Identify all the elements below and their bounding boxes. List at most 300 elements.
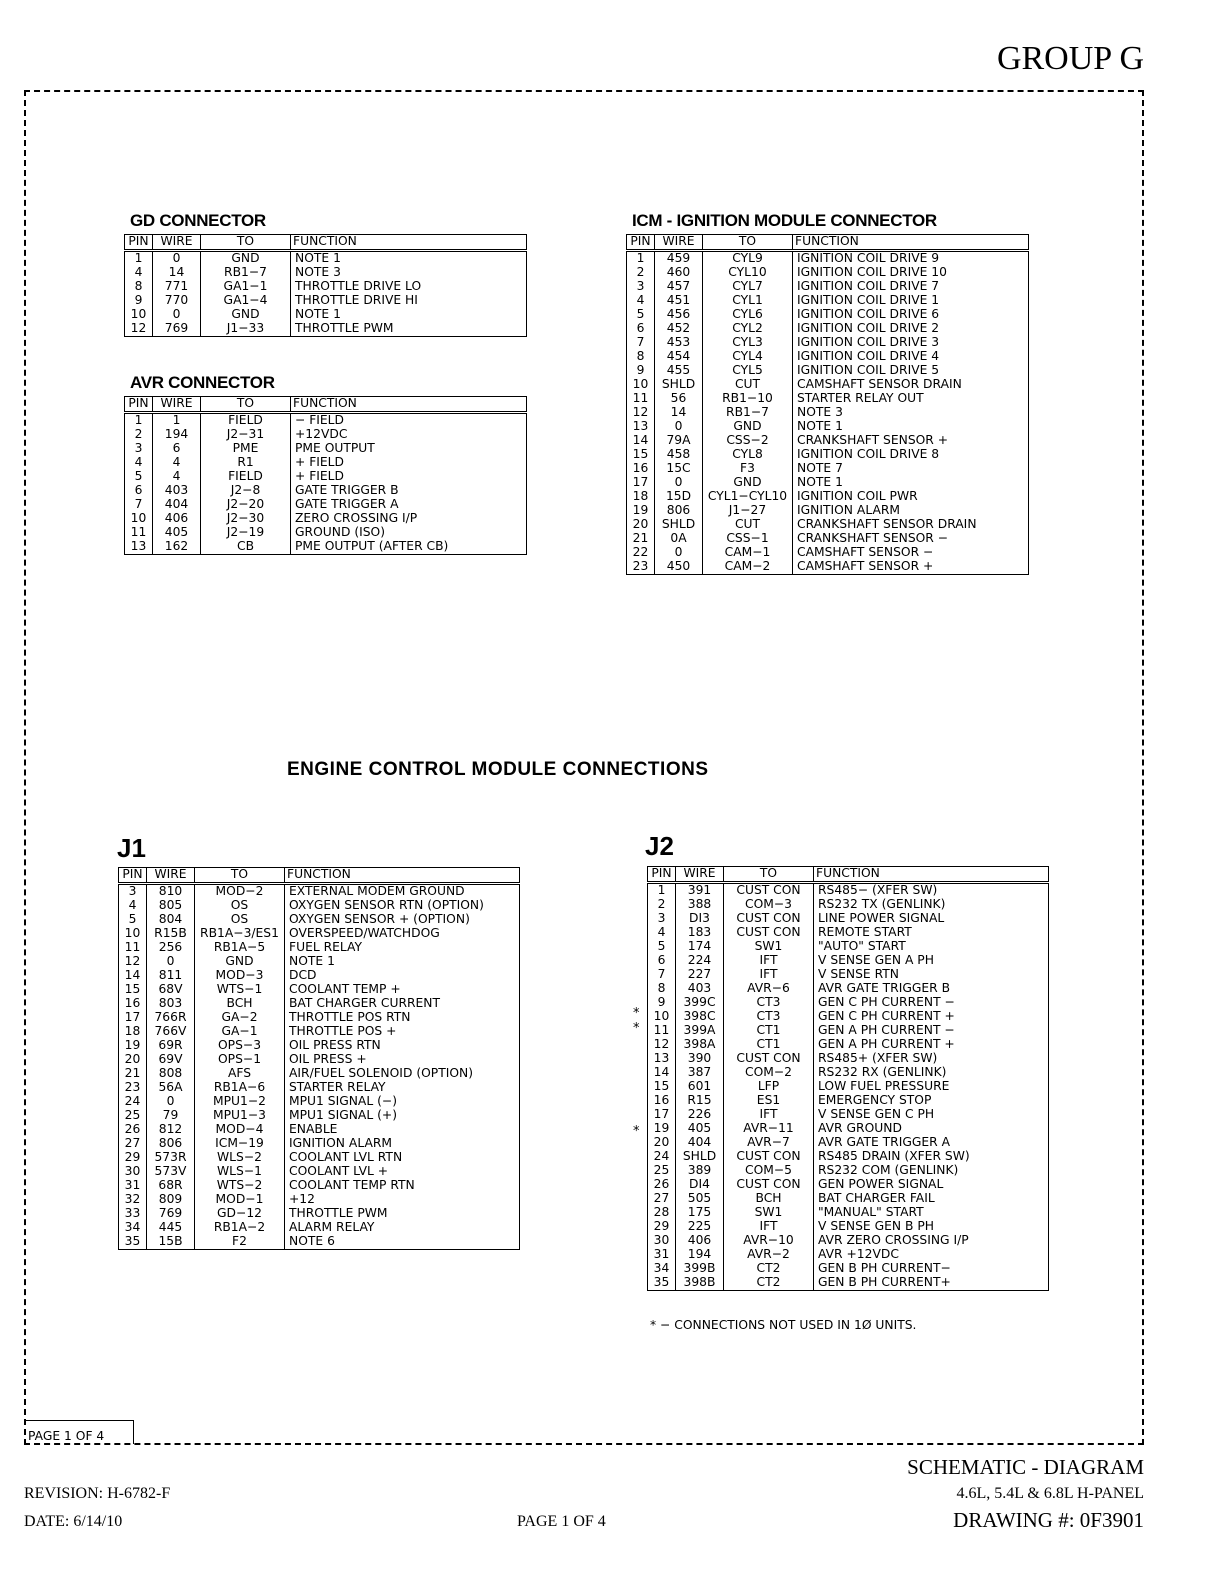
pin-cell: 4 xyxy=(648,926,676,940)
table-row xyxy=(125,266,527,280)
to-cell: CYL9 xyxy=(703,251,793,266)
column-header: TO xyxy=(201,397,291,413)
wire-cell: 459 xyxy=(655,251,703,266)
avr-connector-table xyxy=(124,396,527,555)
to-cell: FIELD xyxy=(201,470,291,484)
table-row xyxy=(119,1137,520,1151)
function-cell: GEN B PH CURRENT− xyxy=(814,1262,1049,1276)
pin-cell: 26 xyxy=(648,1178,676,1192)
wire-cell: 769 xyxy=(153,322,201,336)
function-cell: IGNITION ALARM xyxy=(793,504,1029,518)
table-row xyxy=(648,883,1049,898)
function-cell: IGNITION COIL DRIVE 5 xyxy=(793,364,1029,378)
function-cell: AVR GATE TRIGGER A xyxy=(814,1136,1049,1150)
table-row xyxy=(648,996,1049,1010)
to-cell: GA1−4 xyxy=(201,294,291,308)
to-cell: J1−33 xyxy=(201,322,291,336)
wire-cell: 806 xyxy=(147,1137,195,1151)
column-header: WIRE xyxy=(153,397,201,413)
table-row xyxy=(648,926,1049,940)
pin-cell: 19 xyxy=(648,1122,676,1136)
pin-cell: 28 xyxy=(648,1206,676,1220)
to-cell: GA−1 xyxy=(195,1025,285,1039)
table-row xyxy=(648,1178,1049,1192)
function-cell: GEN POWER SIGNAL xyxy=(814,1178,1049,1192)
to-cell: COM−5 xyxy=(724,1164,814,1178)
function-cell: IGNITION ALARM xyxy=(285,1137,520,1151)
to-cell: WTS−2 xyxy=(195,1179,285,1193)
wire-cell: 809 xyxy=(147,1193,195,1207)
wire-cell: 194 xyxy=(153,428,201,442)
pin-cell: 3 xyxy=(125,442,153,456)
pin-cell: 13 xyxy=(648,1052,676,1066)
function-cell: V SENSE GEN A PH xyxy=(814,954,1049,968)
wire-cell: 68R xyxy=(147,1179,195,1193)
to-cell: GA1−1 xyxy=(201,280,291,294)
to-cell: MOD−4 xyxy=(195,1123,285,1137)
pin-cell: 13 xyxy=(627,420,655,434)
table-row xyxy=(119,969,520,983)
pin-cell: 9 xyxy=(125,294,153,308)
function-cell: MPU1 SIGNAL (+) xyxy=(285,1109,520,1123)
table-row xyxy=(648,982,1049,996)
function-cell: IGNITION COIL DRIVE 8 xyxy=(793,448,1029,462)
function-cell: +12VDC xyxy=(291,428,527,442)
table-row xyxy=(627,406,1029,420)
wire-cell: 15C xyxy=(655,462,703,476)
pin-cell: 25 xyxy=(648,1164,676,1178)
table-row xyxy=(119,1067,520,1081)
to-cell: COM−3 xyxy=(724,898,814,912)
to-cell: J2−31 xyxy=(201,428,291,442)
pin-cell: 11 xyxy=(648,1024,676,1038)
wire-cell: 457 xyxy=(655,280,703,294)
function-cell: V SENSE GEN B PH xyxy=(814,1220,1049,1234)
pin-cell: 34 xyxy=(648,1262,676,1276)
page-box-rule xyxy=(133,1420,134,1444)
column-header: FUNCTION xyxy=(814,867,1049,883)
to-cell: AVR−2 xyxy=(724,1248,814,1262)
pin-cell: 21 xyxy=(627,532,655,546)
function-cell: IGNITION COIL DRIVE 7 xyxy=(793,280,1029,294)
wire-cell: SHLD xyxy=(655,378,703,392)
wire-cell: 404 xyxy=(676,1136,724,1150)
ecm-connections-title: ENGINE CONTROL MODULE CONNECTIONS xyxy=(287,759,709,780)
to-cell: CYL3 xyxy=(703,336,793,350)
function-cell: AVR +12VDC xyxy=(814,1248,1049,1262)
to-cell: AVR−10 xyxy=(724,1234,814,1248)
wire-cell: 389 xyxy=(676,1164,724,1178)
pin-cell: 8 xyxy=(627,350,655,364)
to-cell: CYL4 xyxy=(703,350,793,364)
function-cell: OVERSPEED/WATCHDOG xyxy=(285,927,520,941)
to-cell: ES1 xyxy=(724,1094,814,1108)
wire-cell: 505 xyxy=(676,1192,724,1206)
pin-cell: 10 xyxy=(627,378,655,392)
table-row xyxy=(125,442,527,456)
function-cell: RS485− (XFER SW) xyxy=(814,883,1049,898)
wire-cell: 405 xyxy=(153,526,201,540)
asterisk-marker: * xyxy=(633,1124,640,1139)
table-row xyxy=(125,308,527,322)
column-header: FUNCTION xyxy=(793,235,1029,251)
to-cell: WTS−1 xyxy=(195,983,285,997)
pin-cell: 20 xyxy=(119,1053,147,1067)
wire-cell: 403 xyxy=(676,982,724,996)
pin-cell: 7 xyxy=(627,336,655,350)
pin-cell: 22 xyxy=(627,546,655,560)
wire-cell: 404 xyxy=(153,498,201,512)
to-cell: RB1A−2 xyxy=(195,1221,285,1235)
pin-cell: 10 xyxy=(125,512,153,526)
pin-cell: 2 xyxy=(125,428,153,442)
to-cell: LFP xyxy=(724,1080,814,1094)
to-cell: CT1 xyxy=(724,1024,814,1038)
table-row xyxy=(119,884,520,899)
table-row xyxy=(125,484,527,498)
wire-cell: 0 xyxy=(655,476,703,490)
wire-cell: 194 xyxy=(676,1248,724,1262)
wire-cell: 454 xyxy=(655,350,703,364)
to-cell: AVR−11 xyxy=(724,1122,814,1136)
wire-cell: 0 xyxy=(153,308,201,322)
table-row xyxy=(648,1234,1049,1248)
function-cell: RS485+ (XFER SW) xyxy=(814,1052,1049,1066)
column-header: PIN xyxy=(119,868,147,884)
to-cell: SW1 xyxy=(724,1206,814,1220)
function-cell: "MANUAL" START xyxy=(814,1206,1049,1220)
column-header: TO xyxy=(201,235,291,251)
function-cell: MPU1 SIGNAL (−) xyxy=(285,1095,520,1109)
table-row xyxy=(627,266,1029,280)
wire-cell: 225 xyxy=(676,1220,724,1234)
wire-cell: 56 xyxy=(655,392,703,406)
pin-cell: 33 xyxy=(119,1207,147,1221)
j2-footnote: * − CONNECTIONS NOT USED IN 1Ø UNITS. xyxy=(650,1318,917,1332)
function-cell: GEN C PH CURRENT − xyxy=(814,996,1049,1010)
table-row xyxy=(648,968,1049,982)
wire-cell: 14 xyxy=(153,266,201,280)
wire-cell: 68V xyxy=(147,983,195,997)
function-cell: V SENSE GEN C PH xyxy=(814,1108,1049,1122)
column-header: TO xyxy=(703,235,793,251)
to-cell: COM−2 xyxy=(724,1066,814,1080)
pin-cell: 26 xyxy=(119,1123,147,1137)
function-cell: NOTE 1 xyxy=(291,251,527,266)
to-cell: GND xyxy=(703,476,793,490)
wire-cell: 79A xyxy=(655,434,703,448)
column-header: PIN xyxy=(125,397,153,413)
to-cell: J2−8 xyxy=(201,484,291,498)
pin-cell: 17 xyxy=(648,1108,676,1122)
function-cell: GEN B PH CURRENT+ xyxy=(814,1276,1049,1290)
table-row xyxy=(627,364,1029,378)
to-cell: OS xyxy=(195,899,285,913)
table-row xyxy=(627,294,1029,308)
wire-cell: 451 xyxy=(655,294,703,308)
to-cell: GD−12 xyxy=(195,1207,285,1221)
table-row xyxy=(648,1024,1049,1038)
wire-cell: 0 xyxy=(153,251,201,266)
to-cell: CT1 xyxy=(724,1038,814,1052)
function-cell: BAT CHARGER FAIL xyxy=(814,1192,1049,1206)
table-row xyxy=(648,1150,1049,1164)
function-cell: "AUTO" START xyxy=(814,940,1049,954)
function-cell: − FIELD xyxy=(291,413,527,428)
function-cell: NOTE 1 xyxy=(793,420,1029,434)
date: DATE: 6/14/10 xyxy=(24,1513,123,1530)
to-cell: CAM−2 xyxy=(703,560,793,574)
column-header: PIN xyxy=(627,235,655,251)
table-row xyxy=(119,955,520,969)
pin-cell: 16 xyxy=(627,462,655,476)
function-cell: IGNITION COIL DRIVE 9 xyxy=(793,251,1029,266)
function-cell: IGNITION COIL DRIVE 2 xyxy=(793,322,1029,336)
pin-cell: 24 xyxy=(648,1150,676,1164)
to-cell: CSS−2 xyxy=(703,434,793,448)
table-row xyxy=(648,1010,1049,1024)
table-row xyxy=(119,1179,520,1193)
to-cell: RB1A−6 xyxy=(195,1081,285,1095)
function-cell: OXYGEN SENSOR RTN (OPTION) xyxy=(285,899,520,913)
table-row xyxy=(125,470,527,484)
table-row xyxy=(119,983,520,997)
wire-cell: 256 xyxy=(147,941,195,955)
table-row xyxy=(648,1108,1049,1122)
pin-cell: 1 xyxy=(125,251,153,266)
table-row xyxy=(627,490,1029,504)
wire-cell: 399C xyxy=(676,996,724,1010)
wire-cell: 224 xyxy=(676,954,724,968)
pin-cell: 10 xyxy=(125,308,153,322)
j1-title: J1 xyxy=(117,833,146,863)
wire-cell: 162 xyxy=(153,540,201,554)
to-cell: IFT xyxy=(724,1220,814,1234)
j2-title: J2 xyxy=(645,831,674,861)
table-row xyxy=(627,308,1029,322)
function-cell: COOLANT TEMP + xyxy=(285,983,520,997)
to-cell: WLS−1 xyxy=(195,1165,285,1179)
to-cell: CT3 xyxy=(724,996,814,1010)
table-row xyxy=(648,912,1049,926)
wire-cell: 0 xyxy=(147,955,195,969)
function-cell: IGNITION COIL DRIVE 4 xyxy=(793,350,1029,364)
table-row xyxy=(627,434,1029,448)
pin-cell: 1 xyxy=(648,883,676,898)
table-row xyxy=(125,456,527,470)
table-row xyxy=(119,1095,520,1109)
table-header-row xyxy=(125,235,527,251)
table-row xyxy=(125,280,527,294)
page-box-label: PAGE 1 OF 4 xyxy=(28,1429,105,1443)
to-cell: BCH xyxy=(195,997,285,1011)
function-cell: COOLANT TEMP RTN xyxy=(285,1179,520,1193)
function-cell: THROTTLE DRIVE HI xyxy=(291,294,527,308)
table-row xyxy=(125,498,527,512)
pin-cell: 3 xyxy=(648,912,676,926)
function-cell: +12 xyxy=(285,1193,520,1207)
pin-cell: 4 xyxy=(627,294,655,308)
pin-cell: 14 xyxy=(648,1066,676,1080)
function-cell: GATE TRIGGER A xyxy=(291,498,527,512)
to-cell: WLS−2 xyxy=(195,1151,285,1165)
wire-cell: 4 xyxy=(153,470,201,484)
column-header: TO xyxy=(724,867,814,883)
to-cell: OPS−3 xyxy=(195,1039,285,1053)
wire-cell: 806 xyxy=(655,504,703,518)
pin-cell: 29 xyxy=(119,1151,147,1165)
wire-cell: 766R xyxy=(147,1011,195,1025)
pin-cell: 6 xyxy=(627,322,655,336)
wire-cell: 406 xyxy=(153,512,201,526)
pin-cell: 18 xyxy=(119,1025,147,1039)
function-cell: NOTE 7 xyxy=(793,462,1029,476)
pin-cell: 6 xyxy=(648,954,676,968)
table-row xyxy=(125,413,527,428)
table-row xyxy=(648,1080,1049,1094)
wire-cell: SHLD xyxy=(676,1150,724,1164)
table-row xyxy=(119,1221,520,1235)
to-cell: CYL10 xyxy=(703,266,793,280)
to-cell: GND xyxy=(703,420,793,434)
wire-cell: 601 xyxy=(676,1080,724,1094)
to-cell: J2−19 xyxy=(201,526,291,540)
wire-cell: 398A xyxy=(676,1038,724,1052)
wire-cell: 406 xyxy=(676,1234,724,1248)
table-row xyxy=(119,1081,520,1095)
function-cell: CRANKSHAFT SENSOR − xyxy=(793,532,1029,546)
table-row xyxy=(627,476,1029,490)
wire-cell: 15B xyxy=(147,1235,195,1249)
pin-cell: 30 xyxy=(119,1165,147,1179)
wire-cell: 399A xyxy=(676,1024,724,1038)
to-cell: AVR−6 xyxy=(724,982,814,996)
function-cell: STARTER RELAY xyxy=(285,1081,520,1095)
table-row xyxy=(627,420,1029,434)
column-header: FUNCTION xyxy=(291,235,527,251)
function-cell: EMERGENCY STOP xyxy=(814,1094,1049,1108)
to-cell: MOD−2 xyxy=(195,884,285,899)
wire-cell: 0 xyxy=(147,1095,195,1109)
pin-cell: 10 xyxy=(648,1010,676,1024)
table-row xyxy=(125,512,527,526)
table-row xyxy=(648,954,1049,968)
function-cell: IGNITION COIL DRIVE 6 xyxy=(793,308,1029,322)
to-cell: RB1A−5 xyxy=(195,941,285,955)
wire-cell: 455 xyxy=(655,364,703,378)
to-cell: CB xyxy=(201,540,291,554)
function-cell: COOLANT LVL RTN xyxy=(285,1151,520,1165)
pin-cell: 27 xyxy=(648,1192,676,1206)
to-cell: CYL5 xyxy=(703,364,793,378)
pin-cell: 27 xyxy=(119,1137,147,1151)
to-cell: F3 xyxy=(703,462,793,476)
pin-cell: 25 xyxy=(119,1109,147,1123)
function-cell: AVR ZERO CROSSING I/P xyxy=(814,1234,1049,1248)
to-cell: OS xyxy=(195,913,285,927)
function-cell: RS485 DRAIN (XFER SW) xyxy=(814,1150,1049,1164)
pin-cell: 15 xyxy=(648,1080,676,1094)
to-cell: GND xyxy=(201,308,291,322)
wire-cell: 804 xyxy=(147,913,195,927)
function-cell: CRANKSHAFT SENSOR + xyxy=(793,434,1029,448)
to-cell: CUT xyxy=(703,378,793,392)
to-cell: CUST CON xyxy=(724,883,814,898)
wire-cell: 79 xyxy=(147,1109,195,1123)
to-cell: CSS−1 xyxy=(703,532,793,546)
to-cell: CYL8 xyxy=(703,448,793,462)
pin-cell: 35 xyxy=(119,1235,147,1249)
wire-cell: DI3 xyxy=(676,912,724,926)
column-header: FUNCTION xyxy=(285,868,520,884)
table-row xyxy=(119,913,520,927)
pin-cell: 31 xyxy=(119,1179,147,1193)
table-row xyxy=(119,1039,520,1053)
column-header: WIRE xyxy=(655,235,703,251)
pin-cell: 2 xyxy=(627,266,655,280)
to-cell: OPS−1 xyxy=(195,1053,285,1067)
function-cell: AVR GROUND xyxy=(814,1122,1049,1136)
column-header: WIRE xyxy=(153,235,201,251)
pin-cell: 1 xyxy=(627,251,655,266)
function-cell: COOLANT LVL + xyxy=(285,1165,520,1179)
wire-cell: 227 xyxy=(676,968,724,982)
pin-cell: 14 xyxy=(119,969,147,983)
to-cell: MPU1−2 xyxy=(195,1095,285,1109)
pin-cell: 4 xyxy=(125,456,153,470)
schematic-title: SCHEMATIC - DIAGRAM xyxy=(907,1455,1144,1479)
j1-connector-table xyxy=(118,867,520,1250)
table-row xyxy=(119,1193,520,1207)
wire-cell: R15B xyxy=(147,927,195,941)
pin-cell: 23 xyxy=(119,1081,147,1095)
function-cell: IGNITION COIL DRIVE 10 xyxy=(793,266,1029,280)
wire-cell: 450 xyxy=(655,560,703,574)
table-row xyxy=(627,322,1029,336)
pin-cell: 32 xyxy=(119,1193,147,1207)
pin-cell: 17 xyxy=(627,476,655,490)
table-row xyxy=(627,378,1029,392)
column-header: PIN xyxy=(125,235,153,251)
table-row xyxy=(627,518,1029,532)
to-cell: CT3 xyxy=(724,1010,814,1024)
table-row xyxy=(125,428,527,442)
pin-cell: 12 xyxy=(125,322,153,336)
function-cell: ZERO CROSSING I/P xyxy=(291,512,527,526)
function-cell: DCD xyxy=(285,969,520,983)
function-cell: BAT CHARGER CURRENT xyxy=(285,997,520,1011)
wire-cell: 803 xyxy=(147,997,195,1011)
to-cell: GA−2 xyxy=(195,1011,285,1025)
drawing-number: DRAWING #: 0F3901 xyxy=(953,1508,1144,1532)
function-cell: IGNITION COIL PWR xyxy=(793,490,1029,504)
wire-cell: 4 xyxy=(153,456,201,470)
function-cell: THROTTLE POS + xyxy=(285,1025,520,1039)
function-cell: THROTTLE DRIVE LO xyxy=(291,280,527,294)
wire-cell: 769 xyxy=(147,1207,195,1221)
pin-cell: 17 xyxy=(119,1011,147,1025)
pin-cell: 16 xyxy=(648,1094,676,1108)
table-header-row xyxy=(627,235,1029,251)
table-header-row xyxy=(125,397,527,413)
to-cell: MOD−3 xyxy=(195,969,285,983)
pin-cell: 5 xyxy=(119,913,147,927)
wire-cell: 15D xyxy=(655,490,703,504)
wire-cell: 391 xyxy=(676,883,724,898)
pin-cell: 31 xyxy=(648,1248,676,1262)
table-row xyxy=(125,322,527,336)
function-cell: + FIELD xyxy=(291,456,527,470)
